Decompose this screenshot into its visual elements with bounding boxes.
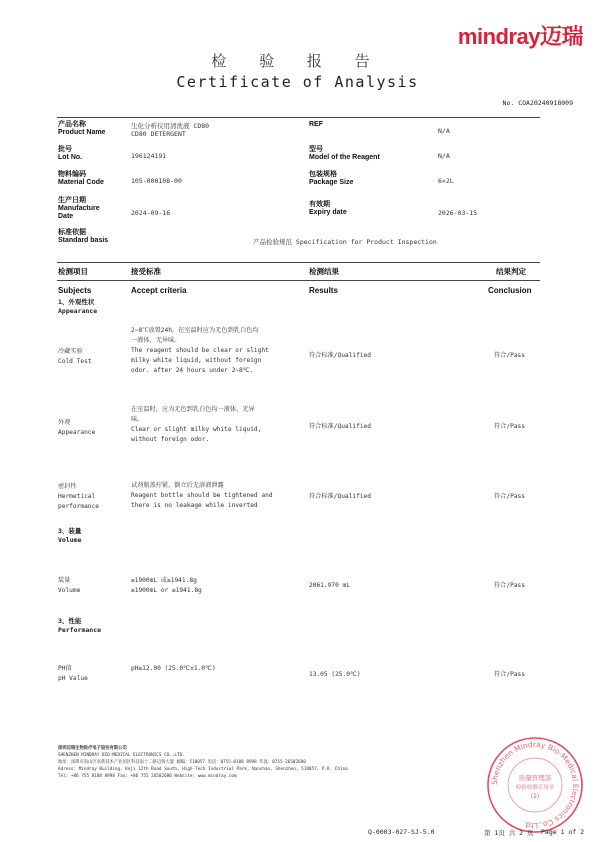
lot-label: 批号 Lot No. — [58, 146, 83, 161]
product-name-value: 生化分析仪用清洗液 CD80 CD80 DETERGENT — [131, 122, 210, 138]
info-top-rule — [57, 117, 540, 118]
page-number-en: Page 1 of 2 — [541, 828, 585, 836]
expiry-date-label: 有效期 Expiry date — [309, 201, 347, 216]
hermetical-subject: 密封性 Hermetical performance — [58, 483, 99, 510]
volume-criteria: ≥1900mL 或≥1941.8g ≥1900mL or ≥1941.8g — [131, 577, 202, 594]
model-label: 型号 Model of the Reagent — [309, 146, 380, 161]
section-performance: 3、性能 Performance — [58, 617, 102, 634]
model-value: N/A — [438, 152, 450, 160]
form-number: Q-0003-027-SJ-5.0 — [368, 828, 435, 836]
expiry-date-value: 2026-03-15 — [438, 209, 478, 217]
package-label: 包装规格 Package Size — [309, 171, 354, 186]
cold-test-subject: 冷藏实验 Cold Test — [58, 348, 92, 365]
official-seal-stamp — [485, 735, 585, 835]
manufacture-date-value: 2024-09-16 — [131, 209, 171, 217]
stamp-ring-text: Shenzhen Mindray Bio-Medical Electronics Co.,Ltd. — [489, 739, 581, 831]
cold-test-result: 符合标准/Qualified — [309, 352, 372, 359]
document-number: No. COA20240918009 — [502, 99, 573, 107]
manufacture-date-label: 生产日期 Manufacture Date — [58, 197, 100, 220]
appearance-conclusion: 符合/Pass — [494, 423, 526, 430]
criteria-header-cn: 接受标准 — [131, 267, 161, 276]
package-value: 6×2L — [438, 177, 454, 185]
ph-criteria: pH≥12.00 (25.0℃±1.0℃) — [131, 665, 216, 672]
results-header-cn: 检测结果 — [309, 267, 339, 276]
appearance-subject: 外观 Appearance — [58, 419, 96, 436]
ph-conclusion: 符合/Pass — [494, 671, 526, 678]
ref-value: N/A — [438, 127, 450, 135]
page-title-en: Certificate of Analysis — [176, 73, 419, 91]
header-mid-rule — [57, 280, 540, 281]
ph-result: 13.05 (25.0℃) — [309, 671, 361, 678]
page-number-cn: 第 1页 共 2 页 — [484, 829, 534, 837]
conclusion-header-en: Conclusion — [488, 286, 532, 295]
hermetical-criteria: 试剂瓶盖拧紧，倒立后无溶液泄露 Reagent bottle should be tightened and there is no leakage while inverted — [131, 482, 273, 509]
table-top-rule — [57, 262, 540, 263]
page-title-cn: 检 验 报 告 — [211, 52, 384, 70]
stamp-center-line2: 检验检测专用章 — [515, 785, 555, 791]
hermetical-conclusion: 符合/Pass — [494, 493, 526, 500]
lot-value: 196124191 — [131, 152, 167, 160]
material-label: 物料编码 Material Code — [58, 171, 104, 186]
cold-test-criteria: 2~8℃放置24h，在室温时应为无色到乳白色均 一液体，无异味。 The reagent should be clear or slight milky white liquid, without foreign odor. after 24 hours under 2~8℃. — [131, 327, 269, 374]
section-volume: 3、装量 Volume — [58, 527, 82, 544]
volume-subject: 装量 Volume — [58, 577, 81, 594]
ref-label: REF — [309, 121, 323, 128]
subjects-header-cn: 检测项目 — [58, 267, 88, 276]
ph-subject: PH值 pH Value — [58, 665, 88, 682]
appearance-criteria: 在室温时，应为无色到乳白色均一液体，无异 味。 Clear or slight milky white liquid, without foreign odor. — [131, 406, 262, 443]
cold-test-conclusion: 符合/Pass — [494, 352, 526, 359]
material-value: 105-000108-00 — [131, 177, 182, 185]
stamp-center-line1: 质量管理部 — [518, 774, 552, 782]
appearance-result: 符合标准/Qualified — [309, 423, 372, 430]
criteria-header-en: Accept criteria — [131, 286, 187, 295]
standard-basis-label: 标准依据 Standard basis — [58, 229, 109, 244]
company-footer: 深圳迈瑞生物医疗电子股份有限公司 SHENZHEN MINDRAY BIO-MEDICAL ELECTRONICS CO.,LTD. 地址：深圳市南山区高新技术产业园区科技南十二路迈瑞大厦 邮编：518057 电话：0755-8188 8998 传真：0755-26582680 Adress: Mindray Building, Keji 12th Road South, High-Tech Industrial Park, Nanshan, Shenzhen, 518057, P.R. China Tel: +86 755 8188 8998 Fax: +86 755 26582680 Website: www.mindray.com — [58, 746, 348, 779]
product-name-label: 产品名称 Product Name — [58, 121, 106, 136]
section-appearance: 1、外观性状 Appearance — [58, 298, 98, 315]
standard-basis-value: 产品检验规范 Specification for Product Inspection — [253, 238, 437, 246]
volume-conclusion: 符合/Pass — [494, 582, 526, 589]
volume-result: 2061.970 mL — [309, 582, 350, 589]
conclusion-header-cn: 结果判定 — [496, 267, 526, 276]
mindray-logo: mindray迈瑞 — [457, 24, 583, 49]
stamp-center-line3: (2) — [530, 793, 540, 800]
hermetical-result: 符合标准/Qualified — [309, 493, 372, 500]
subjects-header-en: Subjects — [58, 286, 92, 295]
results-header-en: Results — [309, 286, 338, 295]
